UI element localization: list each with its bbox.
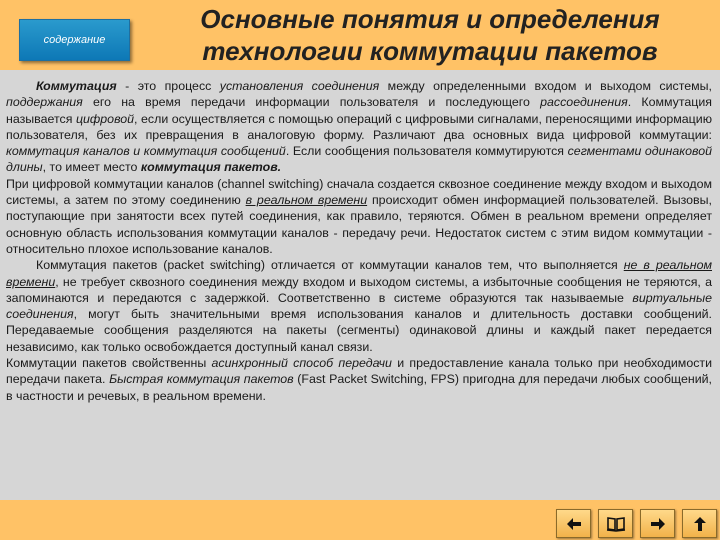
- paragraph-switching-definition: [6, 78, 712, 176]
- term-disconnection: рассоединения: [540, 95, 628, 110]
- text-run: происходит обмен информацией пользователей. Вызовы, поступающие при занятости всех путей соединения, как правило, теряются. Обмен в реальном времени определяет основную область использования коммутации каналов - передачу речи. Недостаток систем с этим видом коммутации - относительно плохое использование каналов.: [6, 193, 712, 256]
- term-real-time: в реальном времени: [245, 193, 368, 208]
- paragraph-channel-switching: [6, 176, 712, 257]
- text-run: При цифровой коммутации каналов (channel switching) сначала создается сквозное соединение между входом и выходом системы, а затем по этому соединению: [6, 176, 712, 208]
- page-title-line-2: технологии коммутации пакетов: [202, 36, 658, 66]
- page-title-line-1: Основные понятия и определения: [200, 4, 660, 34]
- term-virtual-connections: виртуальные соединения: [6, 290, 712, 322]
- term-switching: Коммутация: [36, 79, 117, 93]
- text-run: - это процесс: [116, 79, 220, 93]
- content-body: [6, 78, 712, 500]
- paragraph-fast-packet-switching: [6, 355, 712, 404]
- term-maintenance: поддержания: [6, 95, 83, 110]
- text-run: , могут быть значительными время использования каналов и длительность доставки сообщений. Передаваемые сообщения разделяются на пакеты (сегменты) одинаковой длины и каждый пакет передается независимо, как только освобождается доступный канал связи.: [6, 307, 712, 354]
- term-fast-packet-switching: Быстрая коммутация пакетов: [109, 372, 294, 387]
- contents-button[interactable]: [19, 19, 130, 61]
- text-run: , то имеет место: [42, 160, 141, 175]
- text-run: , если осуществляется с помощью операций с цифровыми сигналами, переносящими информацию пользователя, без их превращения в аналоговую форму. Различают два основных вида цифровой коммутации:: [6, 111, 712, 142]
- term-equal-segments: сегментами одинаковой длины: [6, 144, 712, 175]
- text-run: Коммутация пакетов (packet switching) отличается от коммутации каналов тем, что выполняется: [36, 258, 624, 273]
- up-button[interactable]: [682, 509, 717, 538]
- arrow-right-icon: [650, 517, 666, 531]
- term-connection-setup: установления соединения: [219, 79, 380, 93]
- term-not-real-time: не в реальном времени: [6, 258, 712, 289]
- text-run: между определенными входом и выходом системы,: [379, 79, 712, 93]
- text-run: (Fast Packet Switching, FPS) пригодна для передачи любых сообщений, в частности и речевых, в реальном времени.: [6, 372, 712, 403]
- text-run: Коммутации пакетов свойственны: [6, 356, 212, 371]
- previous-button[interactable]: [556, 509, 591, 538]
- arrow-left-icon: [566, 517, 582, 531]
- text-run: . Коммутация называется: [6, 95, 712, 126]
- arrow-up-icon: [693, 516, 707, 532]
- text-run: и предоставление канала только при необходимости передачи пакета.: [6, 356, 712, 387]
- paragraph-packet-switching: [6, 257, 712, 355]
- text-run: . Если сообщения пользователя коммутируются: [285, 144, 568, 159]
- term-packet-switching: коммутация пакетов.: [140, 160, 282, 175]
- contents-book-button[interactable]: [598, 509, 633, 538]
- term-digital: цифровой: [75, 111, 135, 126]
- text-run: , не требует сквозного соединения между входом и выходом системы, а избыточные сообщения не теряются, а запоминаются и передаются с задержкой. Соответственно в системе образуются так называемые: [6, 274, 712, 305]
- text-run: его на время передачи информации пользователя и последующего: [82, 95, 541, 110]
- book-icon: [606, 516, 626, 532]
- page-title: [160, 3, 700, 67]
- next-button[interactable]: [640, 509, 675, 538]
- term-async-transfer: асинхронный способ передачи: [211, 356, 392, 371]
- term-switching-types: коммутация каналов и коммутация сообщений: [6, 144, 286, 159]
- contents-button-label: содержание: [43, 34, 106, 46]
